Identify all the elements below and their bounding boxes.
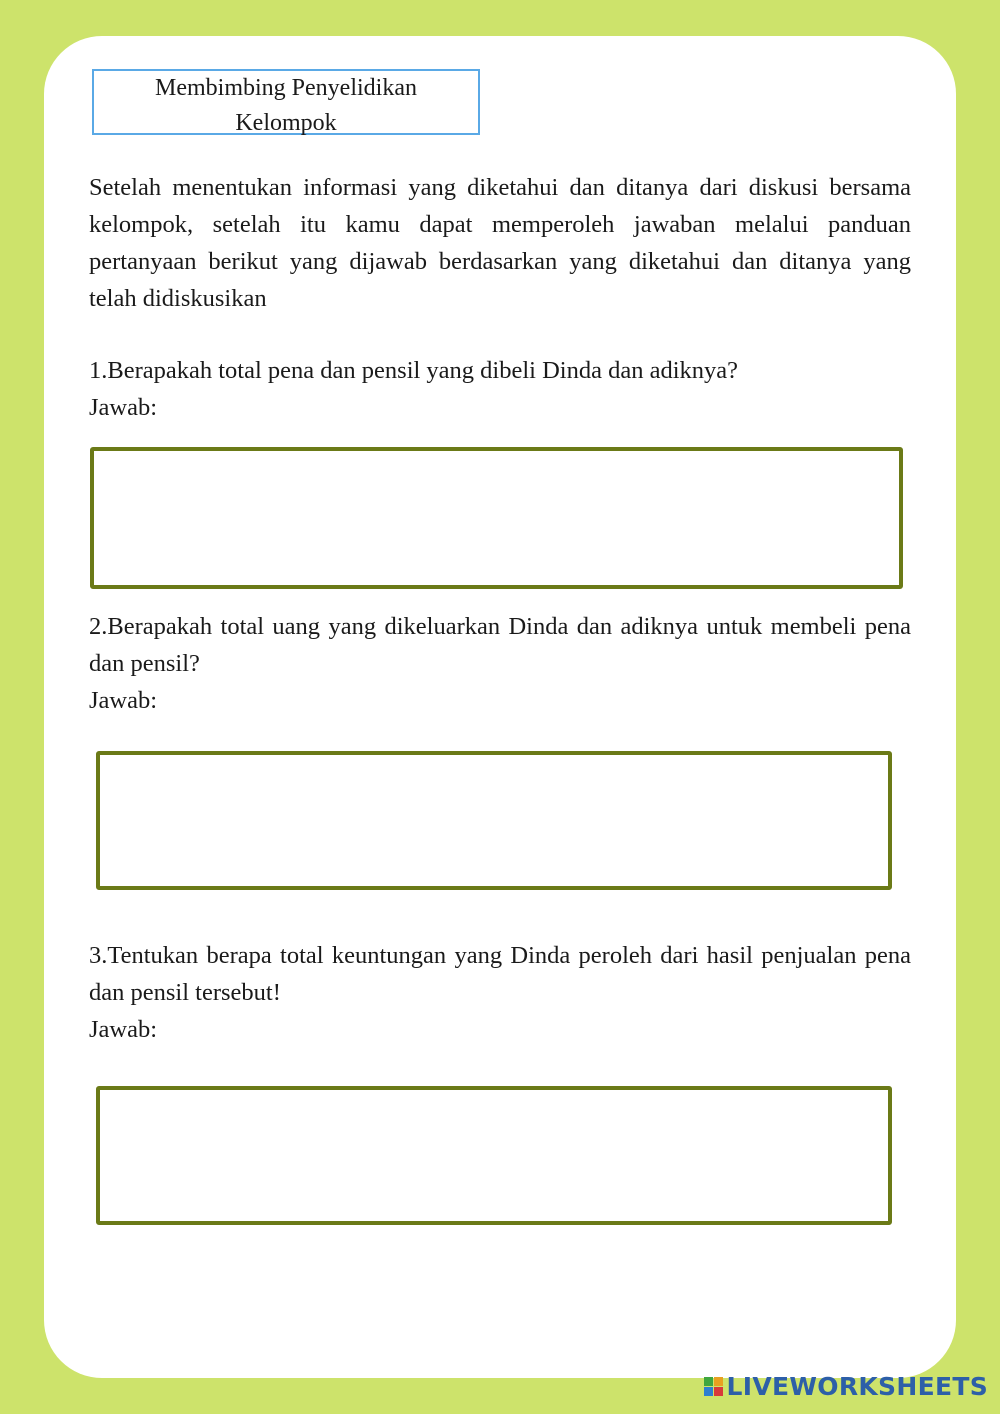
question-3-answer-label: Jawab:	[89, 1016, 158, 1043]
question-2-answer-label: Jawab:	[89, 687, 158, 714]
question-3	[89, 937, 911, 1048]
section-title-line2: Kelompok	[235, 110, 337, 136]
section-title-line1: Membimbing Penyelidikan	[155, 75, 417, 101]
question-1-text: 1.Berapakah total pena dan pensil yang dibeli Dinda dan adiknya?	[89, 357, 739, 384]
answer-box-2[interactable]	[96, 751, 892, 890]
liveworksheets-brand-text: LIVEWORKSHEETS	[726, 1371, 988, 1401]
question-1-answer-label: Jawab:	[89, 394, 158, 421]
answer-box-3[interactable]	[96, 1086, 892, 1225]
question-3-text: 3.Tentukan berapa total keuntungan yang Dinda peroleh dari hasil penjualan pena dan pensil tersebut!	[89, 942, 911, 1006]
intro-paragraph: Setelah menentukan informasi yang diketahui dan ditanya dari diskusi bersama kelompok, setelah itu kamu dapat memperoleh jawaban melalui panduan pertanyaan berikut yang dijawab berdasarkan yang diketahui dan ditanya yang telah didiskusikan	[89, 174, 911, 312]
question-2-text: 2.Berapakah total uang yang dikeluarkan Dinda dan adiknya untuk membeli pena dan pensil?	[89, 613, 911, 677]
section-title	[92, 69, 480, 135]
question-1	[89, 352, 911, 426]
liveworksheets-watermark	[704, 1370, 988, 1402]
liveworksheets-logo-icon	[704, 1377, 723, 1396]
answer-box-1[interactable]	[90, 447, 903, 589]
question-2	[89, 608, 911, 719]
